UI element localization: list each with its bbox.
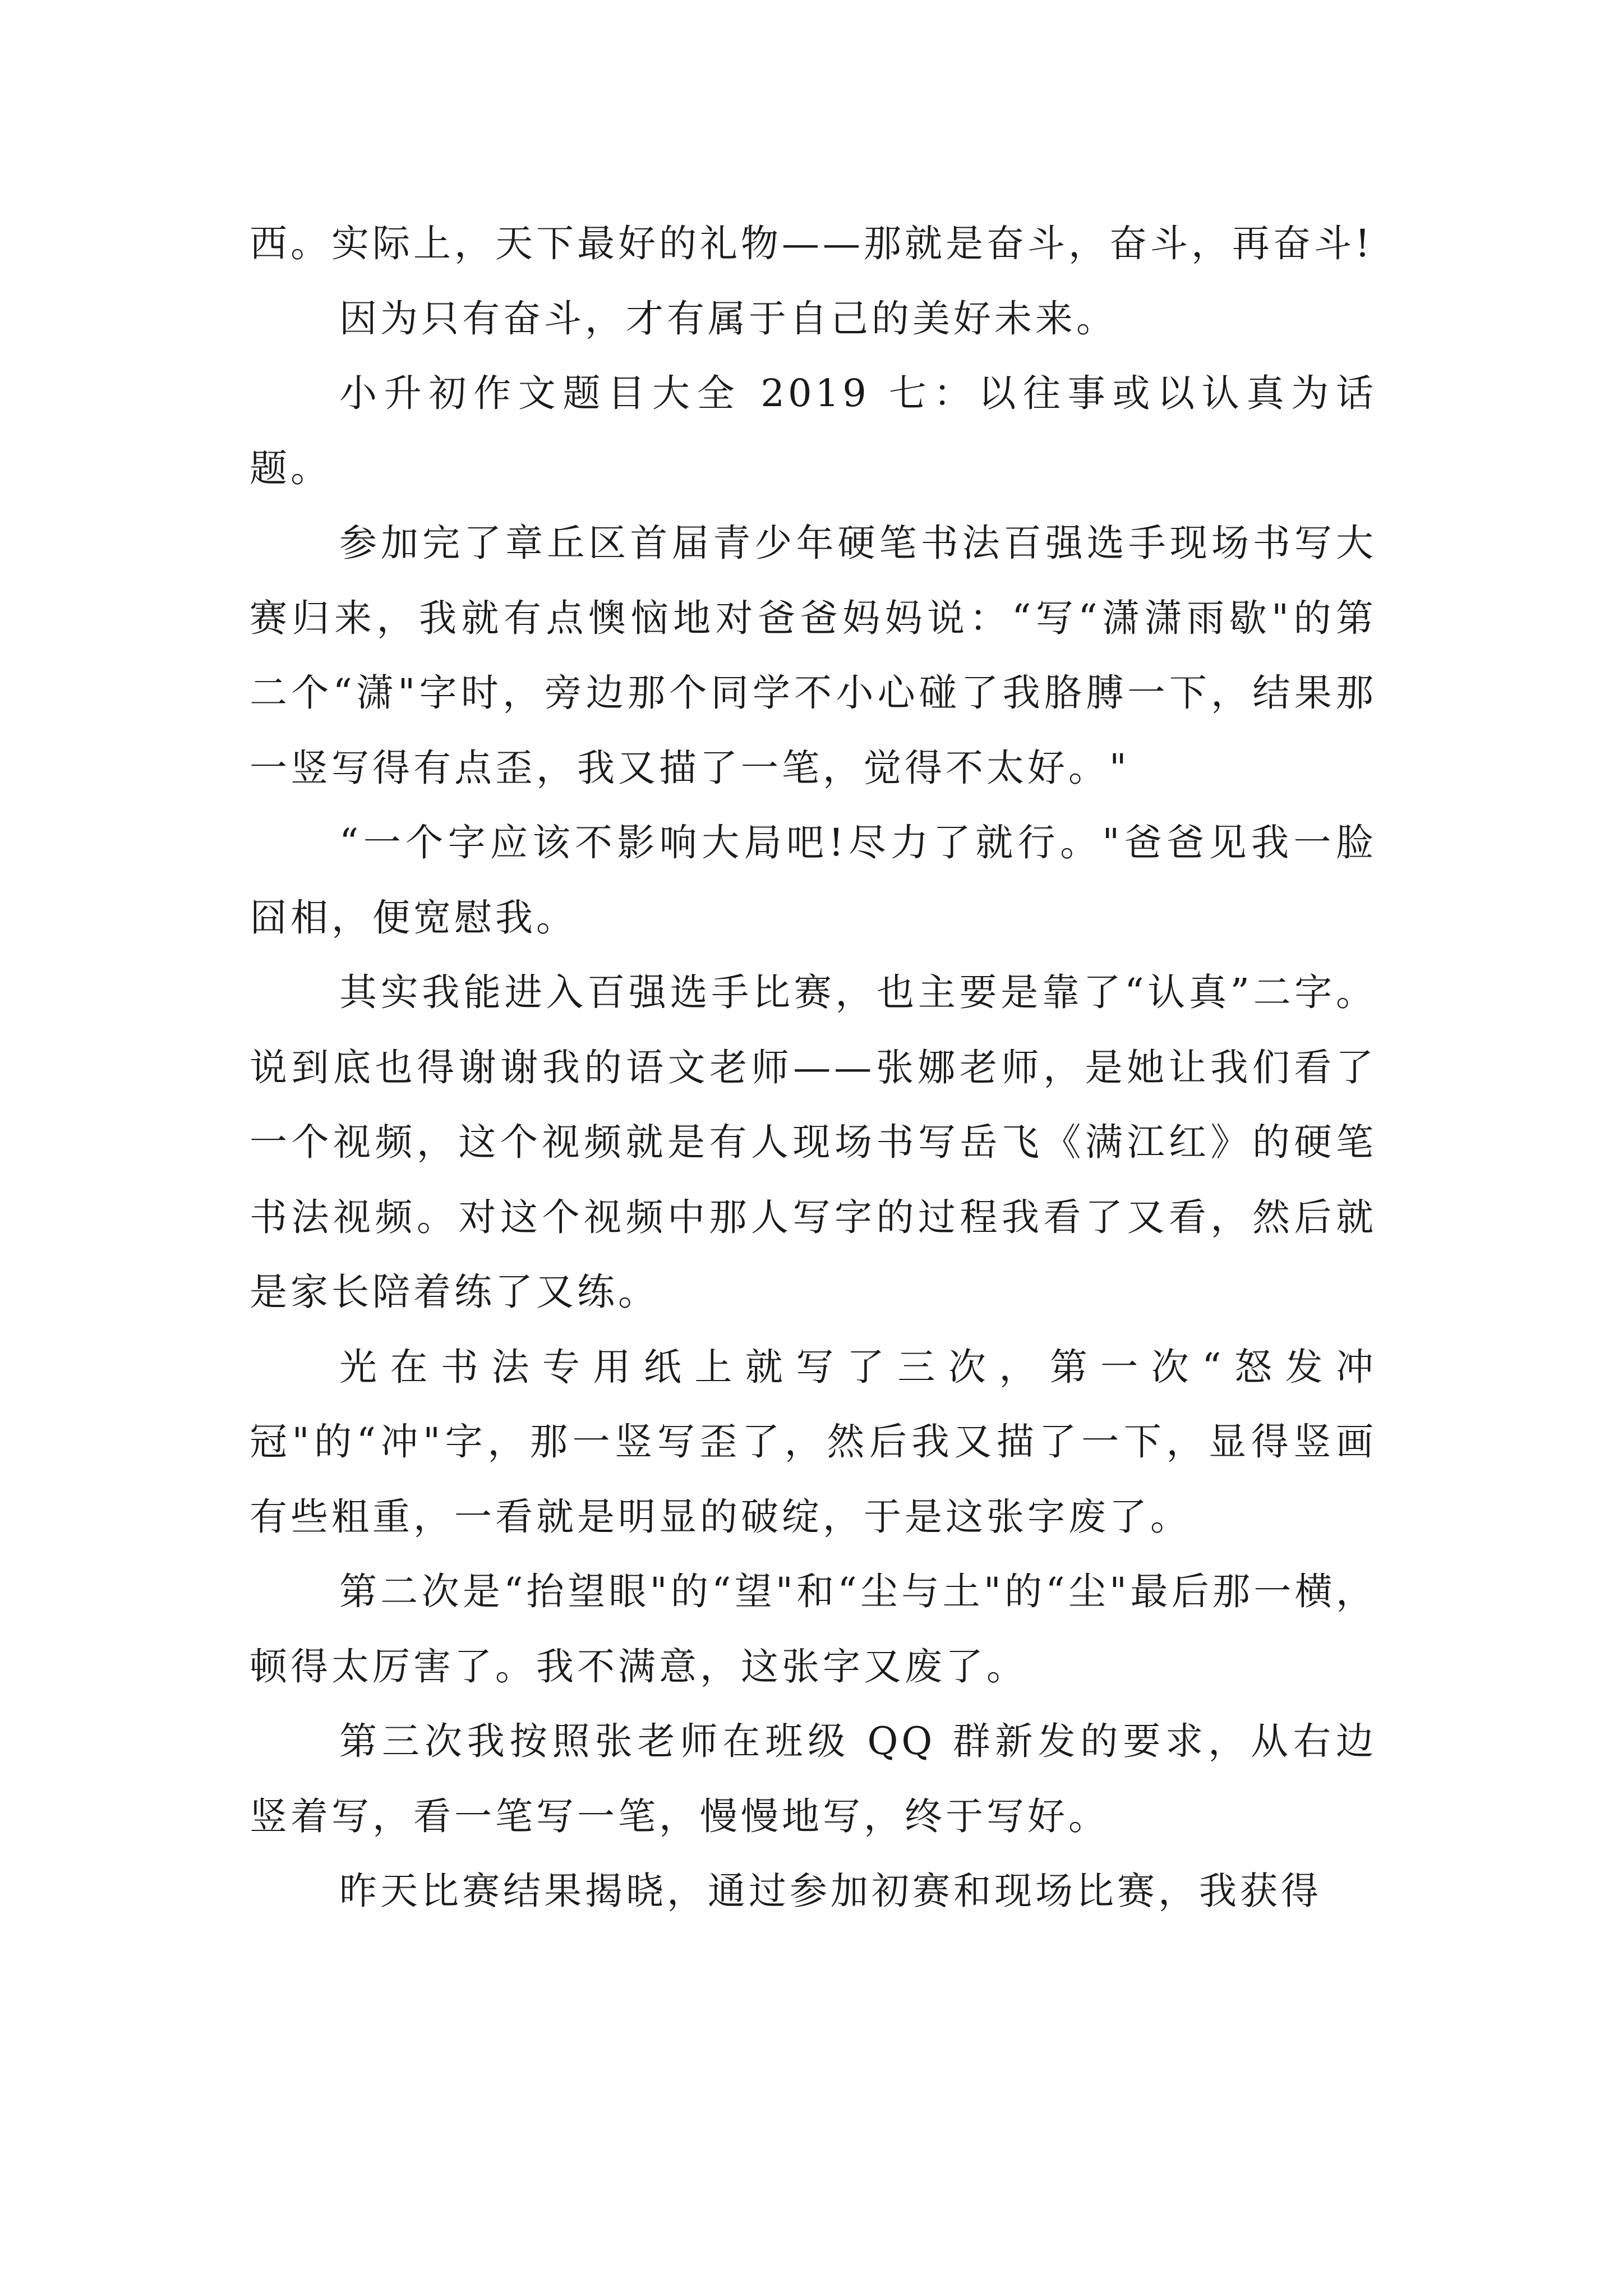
document-body — [250, 206, 1377, 1929]
paragraph-4: 参加完了章丘区首届青少年硬笔书法百强选手现场书写大赛归来，我就有点懊恼地对爸爸妈妈说：“写“潇潇雨歇"的第二个“潇"字时，旁边那个同学不小心碰了我胳膊一下，结果那一竖写得有点歪，我又描了一笔，觉得不太好。" — [250, 521, 1377, 790]
paragraph-5: “一个字应该不影响大局吧!尽力了就行。"爸爸见我一脸囧相，便宽慰我。 — [250, 821, 1377, 940]
paragraph-9: 第三次我按照张老师在班级 QQ 群新发的要求，从右边竖着写，看一笔写一笔，慢慢地写，终于写好。 — [250, 1719, 1377, 1838]
paragraph-1: 西。实际上，天下最好的礼物——那就是奋斗，奋斗，再奋斗! — [250, 222, 1373, 265]
paragraph-6: 其实我能进入百强选手比赛，也主要是靠了“认真”二字。说到底也得谢谢我的语文老师——张娜老师，是她让我们看了一个视频，这个视频就是有人现场书写岳飞《满江红》的硬笔书法视频。对这个视频中那人写字的过程我看了又看，然后就是家长陪着练了又练。 — [250, 970, 1377, 1314]
paragraph-7: 光在书法专用纸上就写了三次，第一次“怒发冲冠"的“冲"字，那一竖写歪了，然后我又描了一下，显得竖画有些粗重，一看就是明显的破绽，于是这张字废了。 — [250, 1345, 1377, 1539]
paragraph-3: 小升初作文题目大全 2019 七：以往事或以认真为话题。 — [250, 371, 1377, 490]
paragraph-10: 昨天比赛结果揭晓，通过参加初赛和现场比赛，我获得 — [339, 1869, 1322, 1913]
paragraph-2: 因为只有奋斗，才有属于自己的美好未来。 — [339, 296, 1117, 341]
paragraph-8: 第二次是“抬望眼"的“望"和“尘与土"的“尘"最后那一横，顿得太厉害了。我不满意，这张字又废了。 — [250, 1570, 1377, 1688]
